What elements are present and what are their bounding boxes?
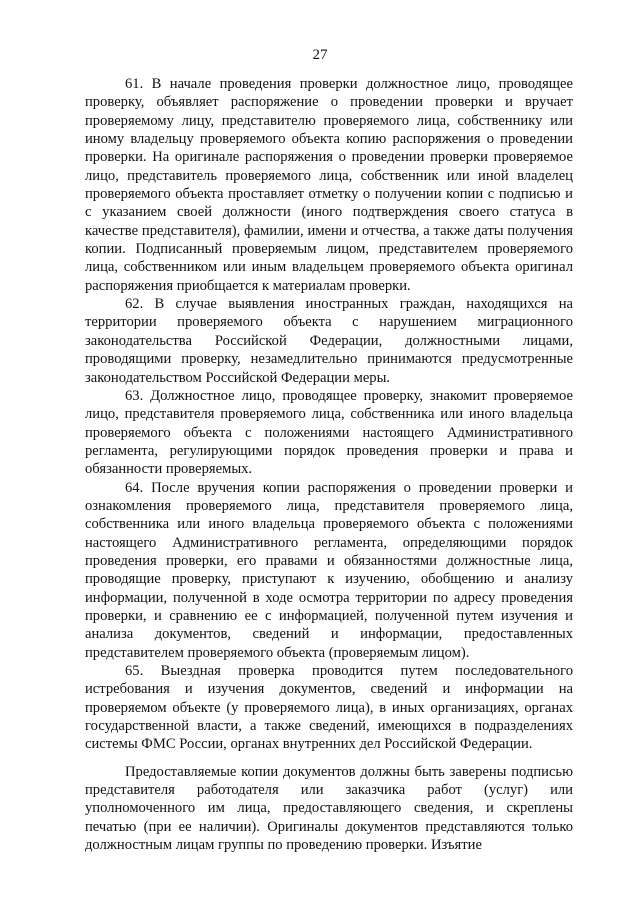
paragraph-copies: Предоставляемые копии документов должны быть заверены подписью представителя работодателя или заказчика работ (услуг) или уполномоченного им лица, предоставляющего сведения, и скреплены печатью (при ее наличии). Оригиналы документов представляются только должностным лицам группы по проведению проверки. Изъятие xyxy=(85,763,573,854)
paragraph-62: 62. В случае выявления иностранных граждан, находящихся на территории проверяемого объекта с нарушением миграционного законодательства Российской Федерации, должностными лицами, проводящими проверку, незамедлительно принимаются предусмотренные законодательством Российской Федерации меры. xyxy=(85,296,573,386)
paragraph-65: 65. Выездная проверка проводится путем последовательного истребования и изучения документов, сведений и информации на проверяемом объекте (у проверяемого лица), в иных организациях, органах государственной власти, а также сведений, имеющихся в подразделениях системы ФМС России, органах внутренних дел Российской Федерации. xyxy=(85,663,573,753)
paragraph-63: 63. Должностное лицо, проводящее проверку, знакомит проверяемое лицо, представителя проверяемого лица, собственника или иного владельца проверяемого объекта с положениями настоящего Административного регламента, регулирующими порядок проведения проверки и права и обязанности проверяемых. xyxy=(85,387,573,478)
paragraph-64: 64. После вручения копии распоряжения о проведении проверки и ознакомления проверяемого лица, представителя проверяемого лица, собственника или иного владельца проверяемого объекта с положениями настоящего Административного регламента, определяющими порядок проведения проверки, его правами и обязанностями должностные лица, проводящие проверку, приступают к изучению, обобщению и анализу информации, полученной в ходе осмотра территории по адресу проведения проверки, и сравнению ее с информацией, полученной путем изучения и анализа документов, сведений и информации, предоставленных представителем проверяемого объекта (проверяемым лицом). xyxy=(85,479,573,661)
paragraph-61: 61. В начале проведения проверки должностное лицо, проводящее проверку, объявляет распоряжение о проведении проверки и вручает проверяемому лицу, представителю проверяемого лица, собственнику или иному владельцу проверяемого объекта копию распоряжения о проведении проверки. На оригинале распоряжения о проведении проверки проверяемое лицо, представитель проверяемого лица, собственник или иной владелец проверяемого объекта проставляет отметку о получении копии с подписью и с указанием своей должности (иного подтверждения своего статуса в качестве представителя), фамилии, имени и отчества, а также даты получения копии. Подписанный проверяемым лицом, представителем проверяемого лица, собственником или иным владельцем проверяемого объекта оригинал распоряжения приобщается к материалам проверки. xyxy=(85,76,573,294)
page-number: 27 xyxy=(312,47,328,63)
document-body xyxy=(85,75,573,854)
